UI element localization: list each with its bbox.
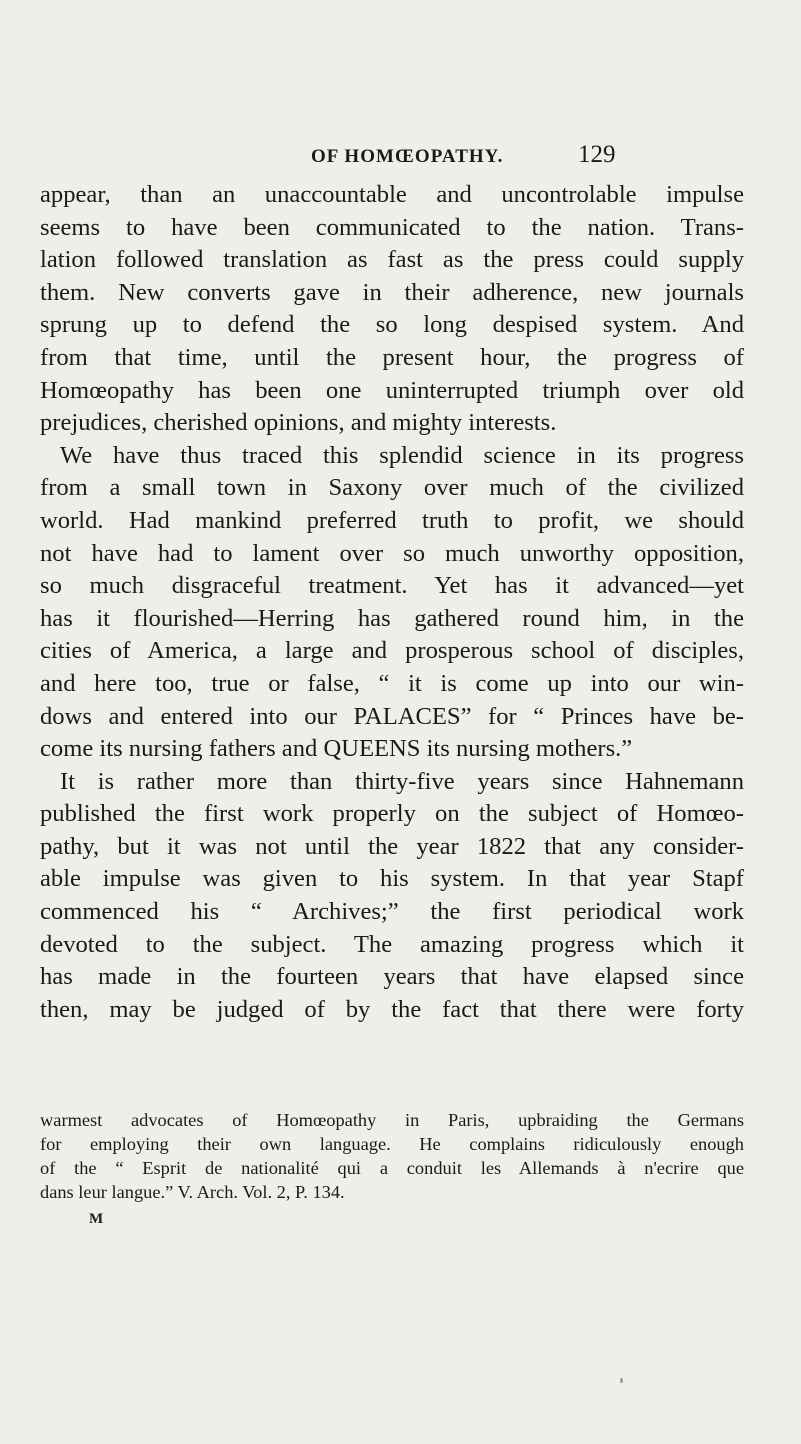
body-line: from that time, until the present hour, the progress of	[40, 343, 744, 371]
body-line: has it flourished—Herring has gathered round him, in the	[40, 604, 744, 632]
signature-mark: M	[89, 1211, 105, 1227]
footnote-line: dans leur langue.” V. Arch. Vol. 2, P. 134.	[40, 1182, 345, 1202]
body-line: It is rather more than thirty-five years since Hahnemann	[60, 767, 744, 795]
footnote	[40, 1108, 744, 1204]
body-line: able impulse was given to his system. In that year Stapf	[40, 865, 744, 893]
body-line: from a small town in Saxony over much of the civilized	[40, 474, 744, 502]
footnote-line: for employing their own language. He complains ridiculously enough	[40, 1134, 744, 1154]
body-line: Homœopathy has been one uninterrupted triumph over old	[40, 376, 744, 404]
body-line: cities of America, a large and prosperous school of disciples,	[40, 637, 744, 665]
body-line: world. Had mankind preferred truth to profit, we should	[40, 506, 744, 534]
body-line: devoted to the subject. The amazing progress which it	[40, 930, 744, 958]
body-text	[40, 179, 744, 1026]
footnote-line: warmest advocates of Homœopathy in Paris, upbraiding the Germans	[40, 1110, 744, 1130]
body-line: come its nursing fathers and QUEENS its nursing mothers.”	[40, 735, 633, 763]
body-line: appear, than an unaccountable and uncontrolable impulse	[40, 181, 744, 208]
body-line: lation followed translation as fast as the press could supply	[40, 246, 744, 274]
body-line: published the first work properly on the subject of Homœo-	[40, 800, 744, 828]
body-line: seems to have been communicated to the nation. Trans-	[40, 213, 744, 241]
running-title: OF HOMŒOPATHY.	[311, 146, 504, 167]
body-line: dows and entered into our PALACES” for “ Princes have be-	[40, 702, 744, 730]
body-line: commenced his “ Archives;” the first periodical work	[40, 898, 744, 926]
body-line: prejudices, cherished opinions, and mighty interests.	[40, 409, 557, 437]
body-line: We have thus traced this splendid science in its progress	[60, 441, 744, 469]
body-line: has made in the fourteen years that have elapsed since	[40, 963, 744, 991]
body-line: sprung up to defend the so long despised system. And	[40, 311, 744, 339]
body-line: and here too, true or false, “ it is come up into our win-	[40, 669, 744, 697]
running-head	[40, 141, 760, 174]
paper-speck	[620, 1378, 623, 1383]
body-line: them. New converts gave in their adherence, new journals	[40, 278, 744, 306]
body-line: pathy, but it was not until the year 1822 that any consider-	[40, 832, 744, 860]
footnote-line: of the “ Esprit de nationalité qui a conduit les Allemands à n'ecrire que	[40, 1158, 744, 1178]
page-number: 129	[578, 141, 616, 168]
body-line: so much disgraceful treatment. Yet has it advanced—yet	[40, 572, 744, 600]
body-line: not have had to lament over so much unworthy opposition,	[40, 539, 744, 567]
body-line: then, may be judged of by the fact that there were forty	[40, 995, 744, 1023]
